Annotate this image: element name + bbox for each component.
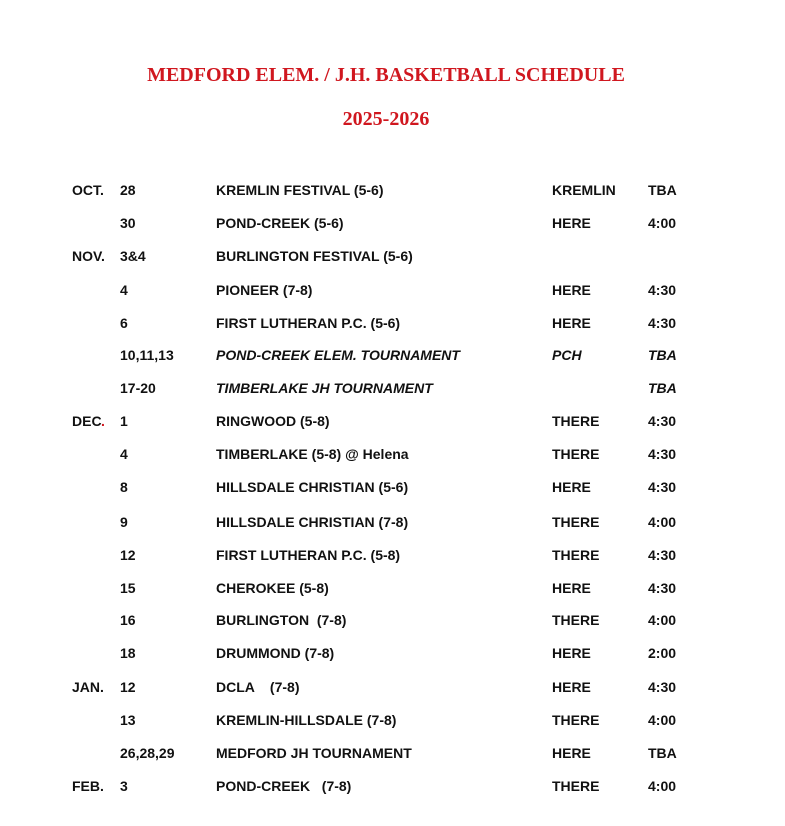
game-opponent: POND-CREEK ELEM. TOURNAMENT <box>216 347 460 363</box>
game-time: 4:30 <box>648 679 677 695</box>
game-opponent: DRUMMOND (7-8) <box>216 645 335 661</box>
game-date: 4 <box>120 282 128 298</box>
game-opponent: TIMBERLAKE JH TOURNAMENT <box>216 380 433 396</box>
game-date: 30 <box>120 215 136 231</box>
game-location: HERE <box>552 315 591 331</box>
game-location: HERE <box>552 282 591 298</box>
schedule-row <box>0 545 785 565</box>
game-time: 4:30 <box>648 547 677 563</box>
game-date: 6 <box>120 315 128 331</box>
game-location: THERE <box>552 446 600 462</box>
game-time: 4:00 <box>648 778 677 794</box>
schedule-row <box>0 677 785 697</box>
game-location: HERE <box>552 580 591 596</box>
game-time: TBA <box>648 745 677 761</box>
game-date: 9 <box>120 514 128 530</box>
game-date: 3&4 <box>120 248 146 264</box>
game-time: 4:30 <box>648 446 677 462</box>
game-time: 4:00 <box>648 514 677 530</box>
game-opponent: KREMLIN-HILLSDALE (7-8) <box>216 712 397 728</box>
schedule-row <box>0 313 785 333</box>
game-opponent: POND-CREEK (5-6) <box>216 215 344 231</box>
game-date: 15 <box>120 580 136 596</box>
game-date: 12 <box>120 547 136 563</box>
season-title: 2025-2026 <box>342 108 430 130</box>
game-opponent: RINGWOOD (5-8) <box>216 413 330 429</box>
game-opponent: CHEROKEE (5-8) <box>216 580 329 596</box>
month-dot: . <box>101 413 105 429</box>
game-month: FEB. <box>72 778 104 794</box>
schedule-row <box>0 378 785 398</box>
game-month: NOV. <box>72 248 105 264</box>
game-date: 1 <box>120 413 128 429</box>
game-time: 4:00 <box>648 612 677 628</box>
game-location: THERE <box>552 778 600 794</box>
game-opponent: PIONEER (7-8) <box>216 282 313 298</box>
game-location: HERE <box>552 645 591 661</box>
game-time: 4:30 <box>648 282 677 298</box>
game-location: THERE <box>552 514 600 530</box>
game-location: HERE <box>552 745 591 761</box>
game-location: THERE <box>552 712 600 728</box>
schedule-row <box>0 477 785 497</box>
game-opponent: FIRST LUTHERAN P.C. (5-6) <box>216 315 401 331</box>
game-opponent: FIRST LUTHERAN P.C. (5-8) <box>216 547 401 563</box>
game-date: 17-20 <box>120 380 156 396</box>
game-location: KREMLIN <box>552 182 616 198</box>
schedule-row <box>0 743 785 763</box>
schedule-row <box>0 578 785 598</box>
game-date: 4 <box>120 446 128 462</box>
game-date: 13 <box>120 712 136 728</box>
game-time: 4:30 <box>648 413 677 429</box>
game-location: THERE <box>552 413 600 429</box>
schedule-row <box>0 180 785 200</box>
schedule-row <box>0 512 785 532</box>
game-time: 4:00 <box>648 712 677 728</box>
game-date: 16 <box>120 612 136 628</box>
game-date: 8 <box>120 479 128 495</box>
schedule-row <box>0 776 785 796</box>
game-date: 28 <box>120 182 136 198</box>
game-time: 4:30 <box>648 580 677 596</box>
schedule-row <box>0 610 785 630</box>
schedule-row <box>0 710 785 730</box>
game-opponent: KREMLIN FESTIVAL (5-6) <box>216 182 384 198</box>
schedule-row <box>0 213 785 233</box>
schedule-row <box>0 643 785 663</box>
game-location: HERE <box>552 479 591 495</box>
game-location: HERE <box>552 679 591 695</box>
game-opponent: HILLSDALE CHRISTIAN (7-8) <box>216 514 409 530</box>
game-time: TBA <box>648 182 677 198</box>
schedule-row <box>0 444 785 464</box>
schedule-row <box>0 246 785 266</box>
game-date: 26,28,29 <box>120 745 175 761</box>
game-opponent: POND-CREEK (7-8) <box>216 778 352 794</box>
game-date: 10,11,13 <box>120 347 174 363</box>
game-date: 12 <box>120 679 136 695</box>
game-date: 3 <box>120 778 128 794</box>
game-month: DEC <box>72 413 102 429</box>
game-location: THERE <box>552 547 600 563</box>
game-time: 4:00 <box>648 215 677 231</box>
schedule-row <box>0 411 785 431</box>
game-time: TBA <box>648 347 677 363</box>
game-time: 4:30 <box>648 479 677 495</box>
schedule-row <box>0 280 785 300</box>
game-location: THERE <box>552 612 600 628</box>
game-opponent: TIMBERLAKE (5-8) @ Helena <box>216 446 409 462</box>
game-opponent: HILLSDALE CHRISTIAN (5-6) <box>216 479 409 495</box>
game-opponent: BURLINGTON (7-8) <box>216 612 347 628</box>
game-opponent: BURLINGTON FESTIVAL (5-6) <box>216 248 413 264</box>
schedule-title: MEDFORD ELEM. / J.H. BASKETBALL SCHEDULE <box>147 64 625 86</box>
game-month: JAN. <box>72 679 104 695</box>
game-opponent: MEDFORD JH TOURNAMENT <box>216 745 412 761</box>
game-month: OCT. <box>72 182 104 198</box>
game-time: 4:30 <box>648 315 677 331</box>
game-time: TBA <box>648 380 677 396</box>
game-date: 18 <box>120 645 136 661</box>
game-location: HERE <box>552 215 591 231</box>
game-opponent: DCLA (7-8) <box>216 679 300 695</box>
game-time: 2:00 <box>648 645 677 661</box>
schedule-row <box>0 345 785 365</box>
game-location: PCH <box>552 347 582 363</box>
